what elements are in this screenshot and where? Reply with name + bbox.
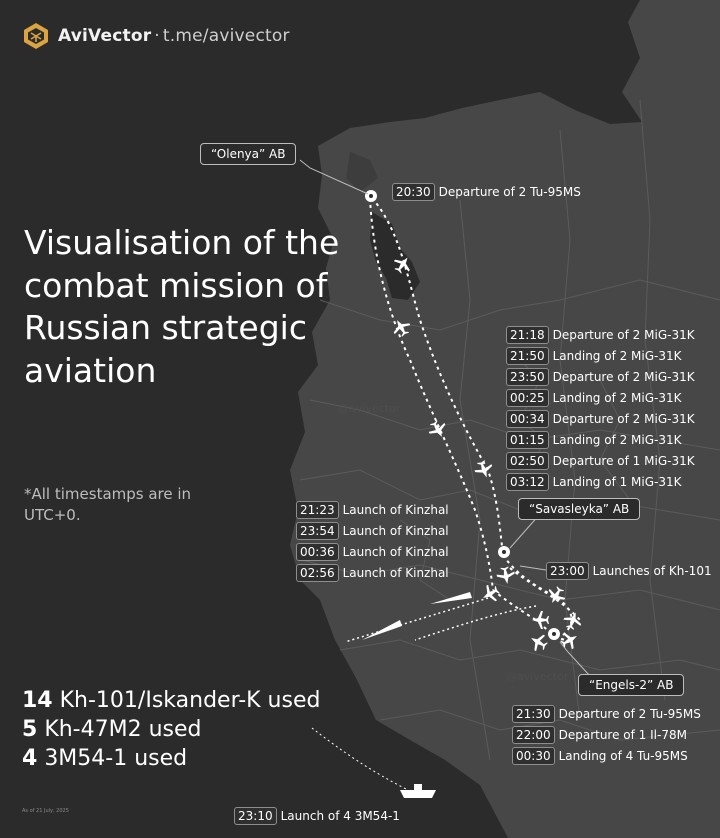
stat-count: 4 <box>22 746 38 771</box>
event-kinzhal <box>296 522 449 540</box>
event-time: 00:36 <box>296 543 339 561</box>
munitions-stats <box>22 686 320 773</box>
event-desc: Launch of Kinzhal <box>342 524 449 538</box>
event-desc: Departure of 2 MiG-31K <box>552 412 695 426</box>
stat-count: 5 <box>22 717 38 742</box>
event-time: 01:15 <box>506 431 549 449</box>
event-desc: Departure of 2 MiG-31K <box>552 370 695 384</box>
event-desc: Launch of Kinzhal <box>342 503 449 517</box>
event-savasleyka <box>506 326 695 344</box>
event-engels <box>512 705 701 723</box>
savasleyka-marker-dot <box>502 550 506 554</box>
event-time: 00:30 <box>512 747 555 765</box>
stat-row <box>22 744 320 773</box>
stat-label: Kh-101/Iskander-K used <box>59 688 321 713</box>
event-engels <box>512 726 687 744</box>
event-time: 23:50 <box>506 368 549 386</box>
event-time: 02:50 <box>506 452 549 470</box>
event-time: 03:12 <box>506 473 549 491</box>
event-time: 00:34 <box>506 410 549 428</box>
event-time: 02:56 <box>296 564 339 582</box>
stat-label: Kh-47M2 used <box>44 717 202 742</box>
event-savasleyka <box>506 368 695 386</box>
event-desc: Landing of 2 MiG-31K <box>552 433 682 447</box>
event-desc: Launches of Kh-101 <box>592 564 712 578</box>
event-savasleyka <box>506 389 682 407</box>
event-olenya <box>392 183 581 201</box>
event-savasleyka <box>506 452 695 470</box>
engels-marker-dot <box>552 632 556 636</box>
event-desc: Departure of 2 Tu-95MS <box>558 707 701 721</box>
event-time: 21:50 <box>506 347 549 365</box>
brand-name: AviVector <box>58 26 152 46</box>
event-time: 22:00 <box>512 726 555 744</box>
as-of-date: As of 21 July, 2025 <box>22 808 69 814</box>
avivector-logo-icon <box>22 22 50 50</box>
event-desc: Launch of 4 3M54-1 <box>280 809 400 823</box>
ship-icon <box>400 784 436 798</box>
event-desc: Departure of 1 Il-78M <box>558 728 687 742</box>
stat-row <box>22 715 320 744</box>
event-time: 20:30 <box>392 183 435 201</box>
event-savasleyka <box>506 431 682 449</box>
airbase-label-olenya: “Olenya” AB <box>200 143 296 165</box>
event-desc: Launch of Kinzhal <box>342 545 449 559</box>
event-time: 00:25 <box>506 389 549 407</box>
event-time: 23:00 <box>546 562 589 580</box>
event-desc: Landing of 2 MiG-31K <box>552 349 682 363</box>
event-desc: Departure of 2 Tu-95MS <box>438 185 581 199</box>
main-title: Visualisation of the combat mission of Russian strategic aviation <box>24 223 340 390</box>
event-sea-launch <box>234 807 400 825</box>
event-engels <box>512 747 688 765</box>
event-kinzhal <box>296 564 449 582</box>
event-desc: Launch of Kinzhal <box>342 566 449 580</box>
event-savasleyka <box>506 473 682 491</box>
airbase-label-savasleyka: “Savasleyka” AB <box>518 498 640 520</box>
event-desc: Departure of 2 MiG-31K <box>552 328 695 342</box>
event-kinzhal <box>296 543 449 561</box>
event-desc: Landing of 2 MiG-31K <box>552 391 682 405</box>
event-kinzhal <box>296 501 449 519</box>
brand-header <box>22 22 290 50</box>
stat-count: 14 <box>22 688 53 713</box>
event-savasleyka <box>506 410 695 428</box>
event-time: 23:10 <box>234 807 277 825</box>
event-savasleyka <box>506 347 682 365</box>
event-time: 21:23 <box>296 501 339 519</box>
brand-text <box>58 26 290 46</box>
airbase-label-engels: “Engels-2” AB <box>578 674 684 696</box>
watermark: @avivector <box>338 402 401 415</box>
stat-row <box>22 686 320 715</box>
event-time: 21:30 <box>512 705 555 723</box>
event-time: 23:54 <box>296 522 339 540</box>
event-time: 21:18 <box>506 326 549 344</box>
watermark: @avivector <box>506 670 569 683</box>
3m54-trail <box>312 728 408 790</box>
event-desc: Landing of 1 MiG-31K <box>552 475 682 489</box>
stat-label: 3M54-1 used <box>44 746 188 771</box>
event-kh101 <box>546 562 712 580</box>
olenya-marker-dot <box>369 194 373 198</box>
event-desc: Departure of 1 MiG-31K <box>552 454 695 468</box>
brand-link[interactable]: t.me/avivector <box>162 26 290 46</box>
event-desc: Landing of 4 Tu-95MS <box>558 749 688 763</box>
timezone-note: *All timestamps are in UTC+0. <box>24 485 192 524</box>
brand-separator: · <box>154 26 160 46</box>
